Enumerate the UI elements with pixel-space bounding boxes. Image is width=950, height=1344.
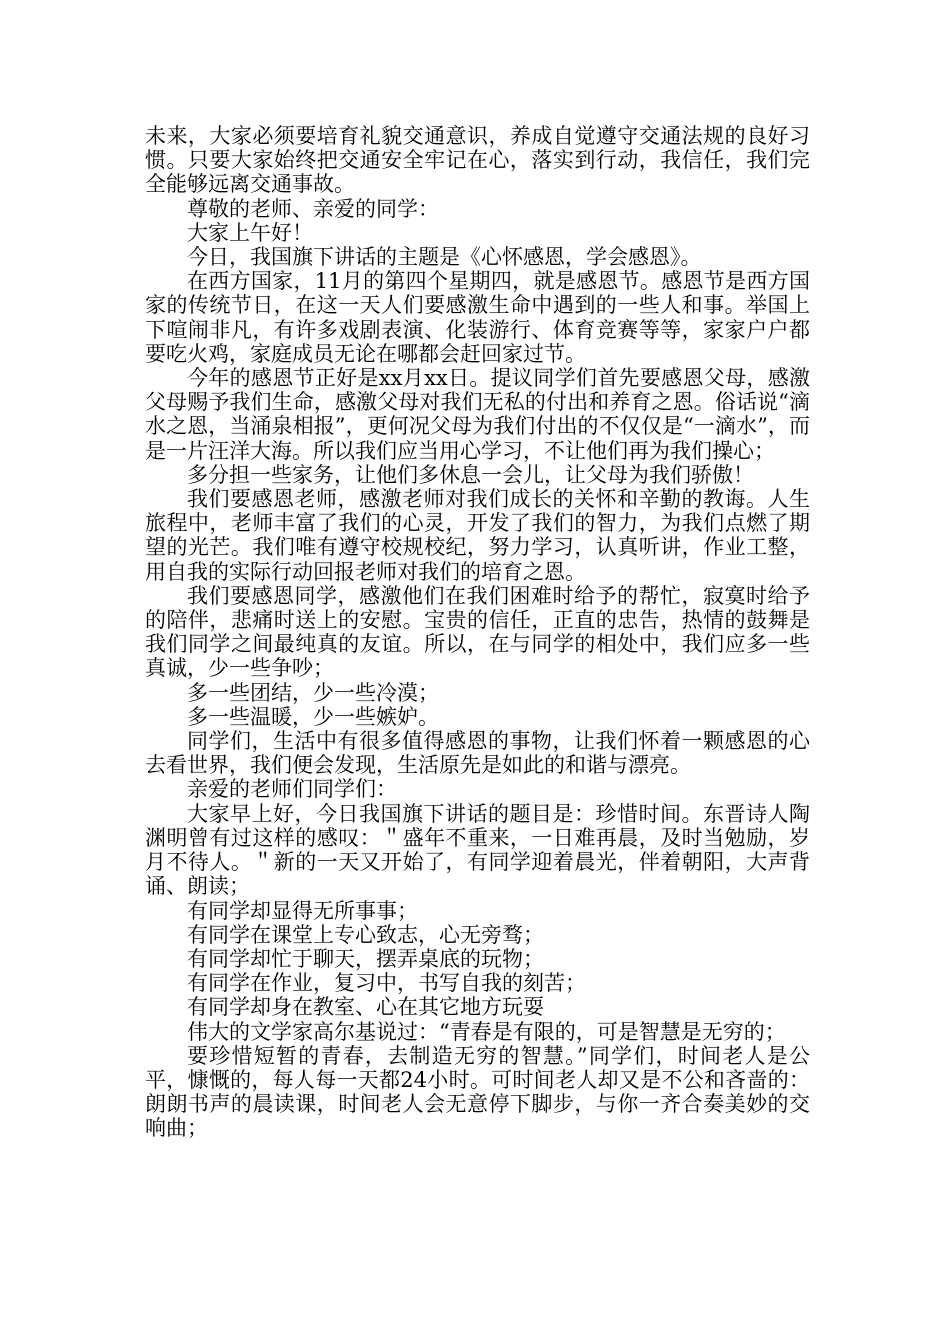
paragraph-distracted-students: 有同学却身在教室、心在其它地方玩耍	[187, 995, 544, 1020]
paragraph-thank-classmates: 我们要感恩同学，感激他们在我们困难时给予的帮忙，寂寞时给予的陪伴，悲痛时送上的安慰。宝贵的信任，正直的忠告，热情的鼓舞是我们同学之间最纯真的友谊。所以，在与同学的相处中，我们应多一些真诚，少一些争吵；	[145, 583, 810, 681]
paragraph-idle-students: 有同学却显得无所事事；	[187, 898, 418, 923]
paragraph-cherish-time-intro: 大家早上好，今日我国旗下讲话的题目是：珍惜时间。东晋诗人陶渊明曾有过这样的感叹：＂盛年不重来，一日难再晨，及时当勉励，岁月不待人。＂新的一天又开始了，有同学迎着晨光，伴着朝阳，大声背诵、朗读；	[145, 801, 810, 899]
paragraph-diligent-students: 有同学在作业，复习中，书写自我的刻苦；	[187, 971, 586, 996]
paragraph-thank-teachers: 我们要感恩老师，感激老师对我们成长的关怀和辛勤的教诲。人生旅程中，老师丰富了我们的心灵，开发了我们的智力，为我们点燃了期望的光芒。我们唯有遵守校规校纪，努力学习，认真听讲，作业工整，用自我的实际行动回报老师对我们的培育之恩。	[145, 487, 810, 584]
paragraph-traffic-closing: 未来，大家必须要培育礼貌交通意识，养成自觉遵守交通法规的良好习惯。只要大家始终把交通安全牢记在心，落实到行动，我信任，我们完全能够远离交通事故。	[145, 124, 810, 197]
paragraph-salutation-second: 亲爱的老师们同学们：	[187, 777, 397, 802]
paragraph-gorky-quote: 伟大的文学家高尔基说过：“青春是有限的，可是智慧是无穷的；	[187, 1019, 786, 1044]
paragraph-gratitude-conclusion: 同学们，生活中有很多值得感恩的事物，让我们怀着一颗感恩的心去看世界，我们便会发现，生活原先是如此的和谐与漂亮。	[145, 729, 810, 778]
paragraph-thanksgiving-intro: 在西方国家，11月的第四个星期四，就是感恩节。感恩节是西方国家的传统节日，在这一天人们要感激生命中遇到的一些人和事。举国上下喧闹非凡，有许多戏剧表演、化装游行、体育竞赛等等，家家户户都要吃火鸡，家庭成员无论在哪都会赶回家过节。	[145, 269, 810, 366]
paragraph-chatting-students: 有同学却忙于聊天，摆弄桌底的玩物；	[187, 946, 544, 971]
paragraph-focused-students: 有同学在课堂上专心致志，心无旁骛；	[187, 922, 544, 947]
paragraph-salutation-teachers: 尊敬的老师、亲爱的同学：	[187, 196, 439, 221]
paragraph-more-unity: 多一些团结，少一些冷漠；	[187, 680, 439, 705]
paragraph-more-warmth: 多一些温暖，少一些嫉妒。	[187, 704, 439, 729]
paragraph-speech-topic: 今日，我国旗下讲话的主题是《心怀感恩，学会感恩》。	[187, 245, 702, 270]
paragraph-housework: 多分担一些家务，让他们多休息一会儿，让父母为我们骄傲！	[187, 462, 754, 487]
paragraph-time-fairness: 要珍惜短暂的青春，去制造无穷的智慧。”同学们，时间老人是公平，慷慨的，每人每一天都24小时。可时间老人却又是不公和吝啬的：朗朗书声的晨读课，时间老人会无意停下脚步，与你一齐合奏美妙的交响曲；	[145, 1043, 810, 1141]
document-page	[145, 124, 810, 1141]
paragraph-greeting: 大家上午好！	[187, 220, 313, 245]
paragraph-thank-parents: 今年的感恩节正好是xx月xx日。提议同学们首先要感恩父母，感激父母赐予我们生命，感激父母对我们无私的付出和养育之恩。俗话说“滴水之恩，当涌泉相报”，更何况父母为我们付出的不仅仅是“一滴水”，而是一片汪洋大海。所以我们应当用心学习，不让他们再为我们操心；	[145, 366, 810, 463]
